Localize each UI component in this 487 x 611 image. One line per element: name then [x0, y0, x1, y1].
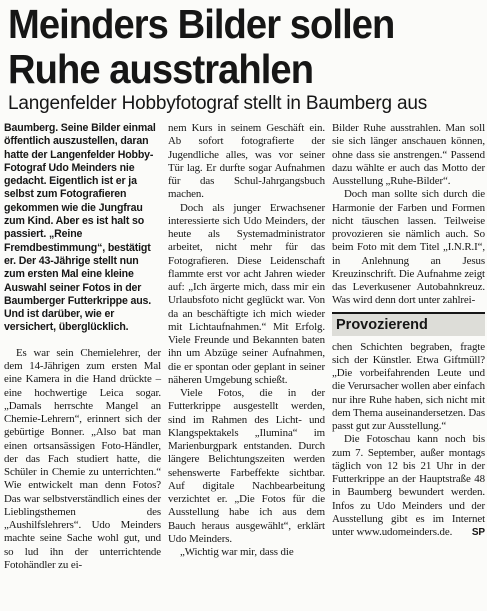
- column-1-body: Es war sein Chemielehrer, der dem 14-Jährigen zum ersten Mal eine Kamera in die Hand drückte – eine hochwertige Leica sogar. „Damals herrschte Mangel an Chemie-Lehrern“, erinnert sich der gebürtige Bonner. „Also bat man einen ortsansässigen Foto-Händler, der das Fach studiert hatte, die Schüler in Chemie zu unterrichten.“ Wie entwickelt man denn Fotos? Das war selbstverständlich eines der Lieblingsthemen des „Aushilfslehrers“. Udo Meinders machte seine Sache wohl gut, und so lud ihn der unterrichtende Fotohändler zu ei-: [4, 346, 161, 571]
- column-2-paragraph-4: „Wichtig war mir, dass die: [180, 546, 294, 558]
- column-3-paragraph-4: [332, 433, 485, 539]
- column-2-paragraph-3: Viele Fotos, die in der Futterkrippe ausgestellt werden, sind im Rahmen des Licht- und Klangspektakels „Ilumina“ im Marienburgpark entstanden. Durch längere Belichtungszeiten werden sehenswerte Farbeffekte sichtbar. Auf digitale Nachbearbeitung verzichtet er. „Die Fotos für die Ausstellung habe ich aus dem Bauch heraus ausgewählt“, erklärt Udo Meinders.: [168, 387, 325, 545]
- column-2-paragraph-1: nem Kurs in seinem Geschäft ein. Ab sofort fotografierte der Jugendliche alles, was vor seiner Tür lag. Er durfte sogar Aufnahmen für das Schul-Jahrgangsbuch machen.: [168, 122, 325, 201]
- column-3-paragraph-2: Doch man sollte sich durch die Harmonie der Farben und Formen nicht täuschen lassen. Teilweise provozieren sie nämlich auch. So beim Foto mit dem Titel „I.N.R.I“, in Anlehnung an Jesus Kreuzinschrift. Die Aufnahme zeigt das Leverkusener Autobahnkreuz. Was wird denn dort unter zahlrei-: [332, 188, 485, 307]
- column-1: [4, 122, 161, 572]
- closing-text: Die Fotoschau kann noch bis zum 7. September, außer montags täglich von 12 bis 21 Uhr in der Futterkrippe an der Hauptstraße 48 in Baumberg bewundert werden. Infos zu Udo Meinders und der Ausstellung gibt es im Internet unter www.udomeinders.de.: [332, 433, 485, 538]
- subheadline: Langenfelder Hobbyfotograf stellt in Baumberg aus: [8, 93, 428, 114]
- column-3: [332, 122, 485, 539]
- section-heading: Provozierend: [332, 312, 485, 336]
- column-3-paragraph-3: chen Schichten begraben, fragte sich der Künstler. Etwa Giftmüll? „Die vorbeifahrenden Leute und die Verursacher wollen aber einfach nur ihre Ruhe haben, sich nicht mit dem Thema auseinandersetzen. Das passt gut zur Ausstellung.“: [332, 340, 485, 432]
- column-2-paragraph-2: Doch als junger Erwachsener interessierte sich Udo Meinders, der heute als Systemadministrator arbeitet, nicht mehr für das Fotografieren. Diese Leidenschaft flammte erst vor acht Jahren wieder auf: „Ich ärgerte mich, dass mir ein Urlaubsfoto nicht geglückt war. Von da an beschäftigte ich mich wieder mit Lichtaufnahmen.“ Mit Erfolg. Viele Freunde und Bekannten baten ihn um Abzüge seiner Aufnahmen, die er spontan oder geplant in seiner näheren Umgebung schießt.: [168, 201, 325, 386]
- headline-line-2: Ruhe ausstrahlen: [8, 46, 314, 92]
- headline-line-1: Meinders Bilder sollen: [8, 1, 395, 47]
- headline: [8, 2, 451, 92]
- lead-paragraph: Baumberg. Seine Bilder einmal öffentlich auszustellen, daran hatte der Langenfelder Hobby-Fotograf Udo Meinders nie gedacht. Eigentlich ist er ja selbst zum Fotografieren gekommen wie die Jungfrau zum Kind. Aber es ist halt so passiert. „Reine Fremdbestimmung“, bestätigt er. Der 43-Jährige stellt nun zum ersten Mal eine kleine Auswahl seiner Fotos in der Baumberger Futterkrippe aus. Und ist darüber, wie er versichert, überglücklich.: [4, 122, 156, 334]
- column-2: [168, 122, 325, 559]
- author-initials: SP: [471, 527, 485, 538]
- column-3-paragraph-1: Bilder Ruhe ausstrahlen. Man soll sie sich länger anschauen können, ohne dass sie anstrengen.“ Passend dazu wählte er auch das Motto der Ausstellung „Ruhe-Bilder“.: [332, 122, 485, 187]
